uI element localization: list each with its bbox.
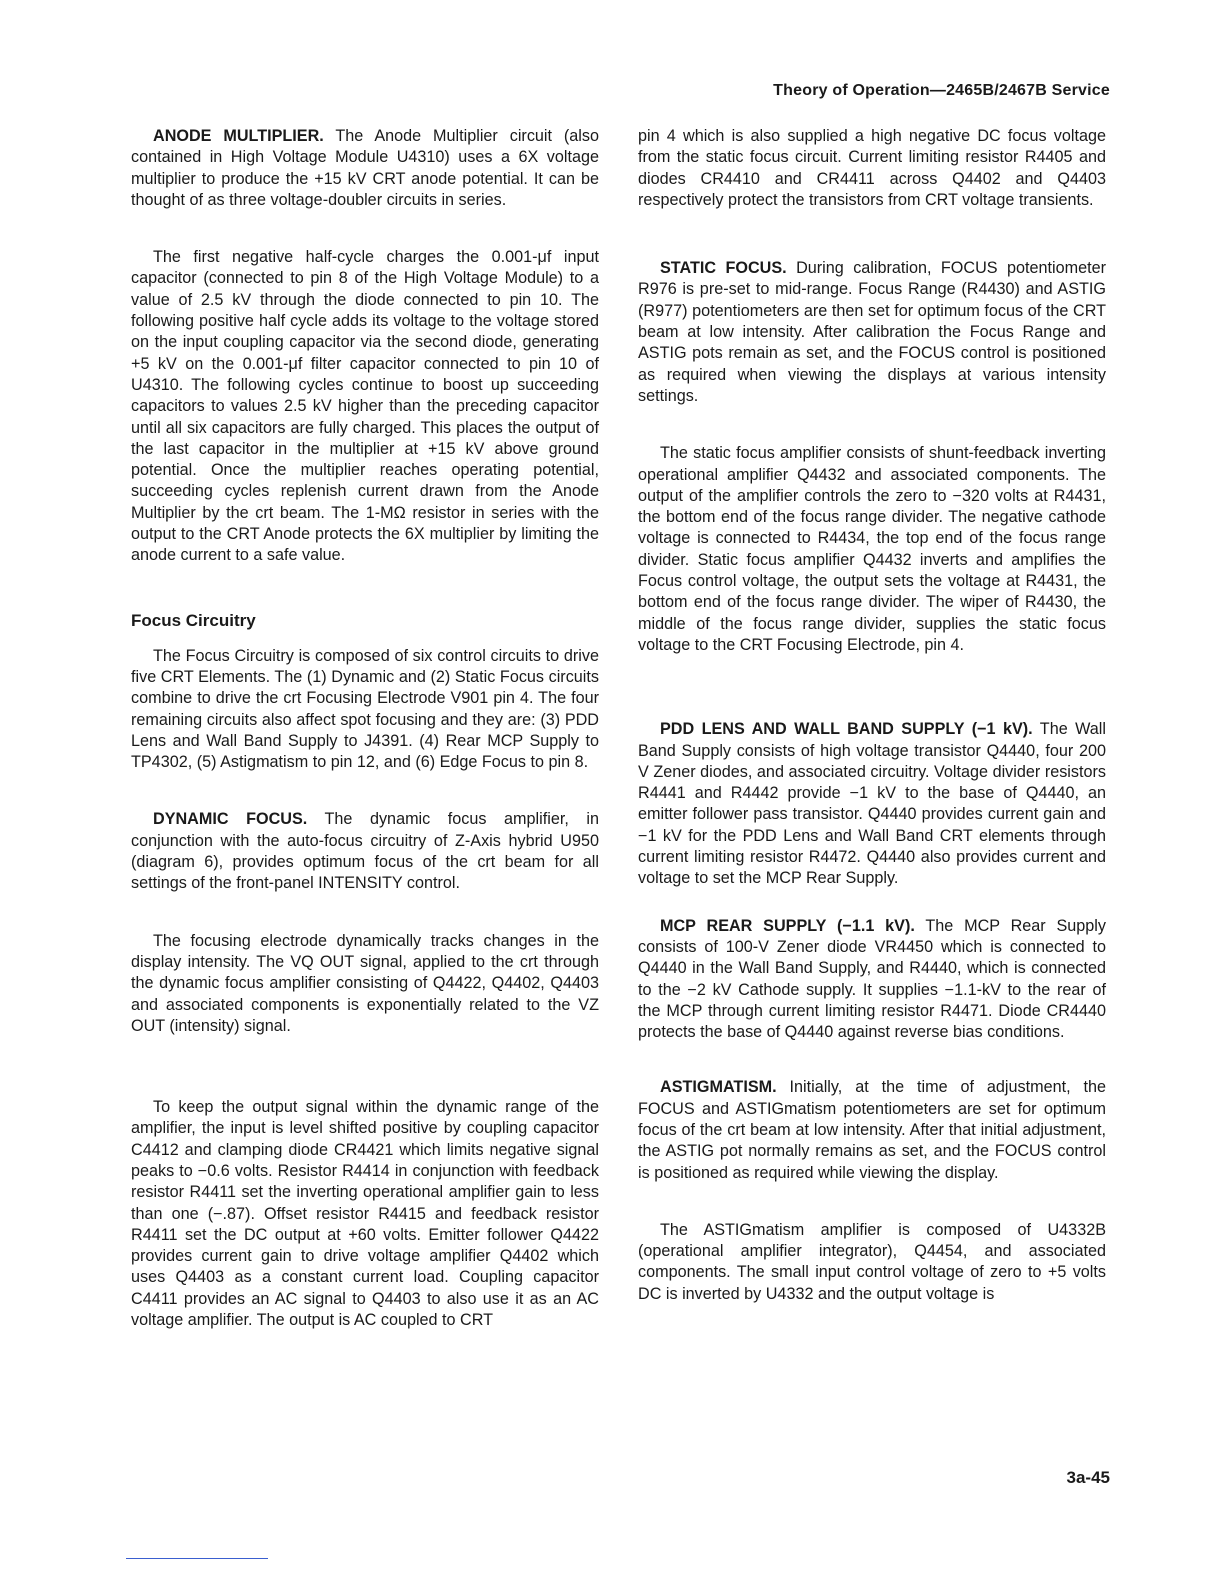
dynamic-focus-body: The dynamic focus amplifier, in conjunction with the auto-focus circuitry of Z-Axis hybrid U950 (diagram 6), provides optimum focus of the crt beam for all settings of the front-panel INTENSITY control. — [131, 810, 599, 893]
pin4-continuation-paragraph: pin 4 which is also supplied a high negative DC focus voltage from the static focus circuit. Current limiting resistor R4405 and diodes CR4410 and CR4411 across Q4402 and Q4403 respectively protect the transistors from CRT voltage transients. — [638, 127, 1106, 209]
anode-multiplier-lead: ANODE MULTIPLIER. — [153, 127, 324, 145]
mcp-rear-lead: MCP REAR SUPPLY (−1.1 kV). — [660, 916, 915, 935]
page-header-title: Theory of Operation—2465B/2467B Service — [773, 82, 1110, 99]
keep-output-paragraph: To keep the output signal within the dynamic range of the amplifier, the input is level shifted positive by coupling capacitor C4412 and clamping diode CR4421 which limits negative signal peaks to −0.6 volts. Resistor R4414 in conjunction with feedback resistor R4411 set the inverting operational amplifier gain to less than one (−.87). Offset resistor R4415 and feedback resistor R4411 set the DC output at +60 volts. Emitter follower Q4422 provides current gain to drive voltage amplifier Q4402 which uses Q4403 as a constant current load. Coupling capacitor C4411 provides an AC signal to Q4403 to also use it as an AC voltage amplifier. The output is AC coupled to CRT — [131, 1098, 599, 1330]
mcp-rear-body: The MCP Rear Supply consists of 100-V Zener diode VR4450 which is connected to Q4440 in the Wall Band Supply, and R4440, which is connected to the −2 kV Cathode supply. It supplies −1.1-kV to the rear of the MCP through current limiting resistor R4471. Diode CR4440 protects the base of Q4440 against reverse bias conditions. — [638, 916, 1106, 1042]
astigmatism-body: Initially, at the time of adjustment, the FOCUS and ASTIGmatism potentiometers are set for optimum focus of the crt beam at low intensity. After that initial adjustment, the ASTIG pot normally remains as set, and the FOCUS control is positioned as required while viewing the display. — [638, 1078, 1106, 1182]
page-number: 3a-45 — [1066, 1468, 1110, 1487]
pdd-lens-paragraph — [638, 719, 1106, 889]
right-column — [638, 126, 1106, 1305]
first-negative-paragraph: The first negative half-cycle charges the 0.001-μf input capacitor (connected to pin 8 of the High Voltage Module) to a value of 2.5 kV through the diode connected to pin 10. The following positive half cycle adds its voltage to the voltage stored on the input coupling capacitor via the second diode, generating +5 kV on the 0.001-μf filter capacitor connected to pin 10 of U4310. The following cycles continue to boost up succeeding capacitors to values 2.5 kV higher than the preceding capacitor until all six capacitors are fully charged. This places the output of the last capacitor in the multiplier at +15 kV above ground potential. Once the multiplier reaches operating potential, succeeding cycles replenish current drawn from the Anode Multiplier by the crt beam. The 1-MΩ resistor in series with the output to the CRT Anode protects the 6X multiplier by limiting the anode current to a safe value. — [131, 248, 599, 565]
left-column — [131, 126, 599, 1331]
astig-amp-paragraph: The ASTIGmatism amplifier is composed of U4332B (operational amplifier integrator), Q4454, and associated components. The small input control voltage of zero to +5 volts DC is inverted by U4332 and the output voltage is — [638, 1220, 1106, 1303]
static-amp-paragraph: The static focus amplifier consists of shunt-feedback inverting operational amplifier Q4432 and associated components. The output of the amplifier controls the zero to −320 volts at R4431, the bottom end of the focus range divider. The negative cathode voltage is connected to R4434, the top end of the focus range divider. Static focus amplifier Q4432 inverts and amplifies the Focus control voltage, the output sets the voltage at R4431, the bottom end of the focus range divider. The wiper of R4430, the middle of the focus range divider, supplies the static focus voltage to the CRT Focusing Electrode, pin 4. — [638, 444, 1106, 654]
dynamic-focus-paragraph — [131, 809, 599, 894]
footnote-rule — [126, 1558, 268, 1559]
focusing-electrode-paragraph: The focusing electrode dynamically tracks changes in the display intensity. The VQ OUT signal, applied to the crt through the dynamic focus amplifier consisting of Q4422, Q4402, Q4403 and associated components is exponentially related to the VZ OUT (intensity) signal. — [131, 931, 599, 1035]
static-focus-body: During calibration, FOCUS potentiometer R976 is pre-set to mid-range. Focus Range (R4430) and ASTIG (R977) potentiometers are then set for optimum focus of the CRT beam at low intensity. After calibration the Focus Range and ASTIG pots remain as set, and the FOCUS control is positioned as required when viewing the displays at various intensity settings. — [638, 259, 1106, 405]
focus-circuitry-heading: Focus Circuitry — [131, 610, 256, 630]
anode-multiplier-paragraph — [131, 126, 599, 211]
focus-intro-paragraph: The Focus Circuitry is composed of six control circuits to drive five CRT Elements. The (1) Dynamic and (2) Static Focus circuits combine to drive the crt Focusing Electrode V901 pin 4. The four remaining circuits also affect spot focusing and they are: (3) PDD Lens and Wall Band Supply to J4391. (4) Rear MCP Supply to TP4302, (5) Astigmatism to pin 12, and (6) Edge Focus to pin 8. — [131, 646, 599, 772]
anode-multiplier-body: The Anode Multiplier circuit (also contained in High Voltage Module U4310) uses a 6X voltage multiplier to produce the +15 kV CRT anode potential. It can be thought of as three voltage-doubler circuits in series. — [131, 127, 600, 209]
static-focus-lead: STATIC FOCUS. — [660, 259, 787, 278]
astigmatism-lead: ASTIGMATISM. — [660, 1078, 777, 1097]
astigmatism-paragraph — [638, 1077, 1106, 1183]
mcp-rear-paragraph — [638, 916, 1106, 1044]
pdd-lens-body: The Wall Band Supply consists of high voltage transistor Q4440, four 200 V Zener diodes, and associated circuitry. Voltage divider resistors R4441 and R4442 provide −1 kV to the base of Q4440, an emitter follower pass transistor. Q4440 provides current gain and −1 kV for the PDD Lens and Wall Band CRT elements through current limiting resistor R4472. Q4440 also provides current and voltage to set the MCP Rear Supply. — [638, 720, 1107, 888]
static-focus-paragraph — [638, 258, 1106, 407]
dynamic-focus-lead: DYNAMIC FOCUS. — [153, 810, 308, 829]
pdd-lens-lead: PDD LENS AND WALL BAND SUPPLY (−1 kV). — [660, 720, 1033, 739]
